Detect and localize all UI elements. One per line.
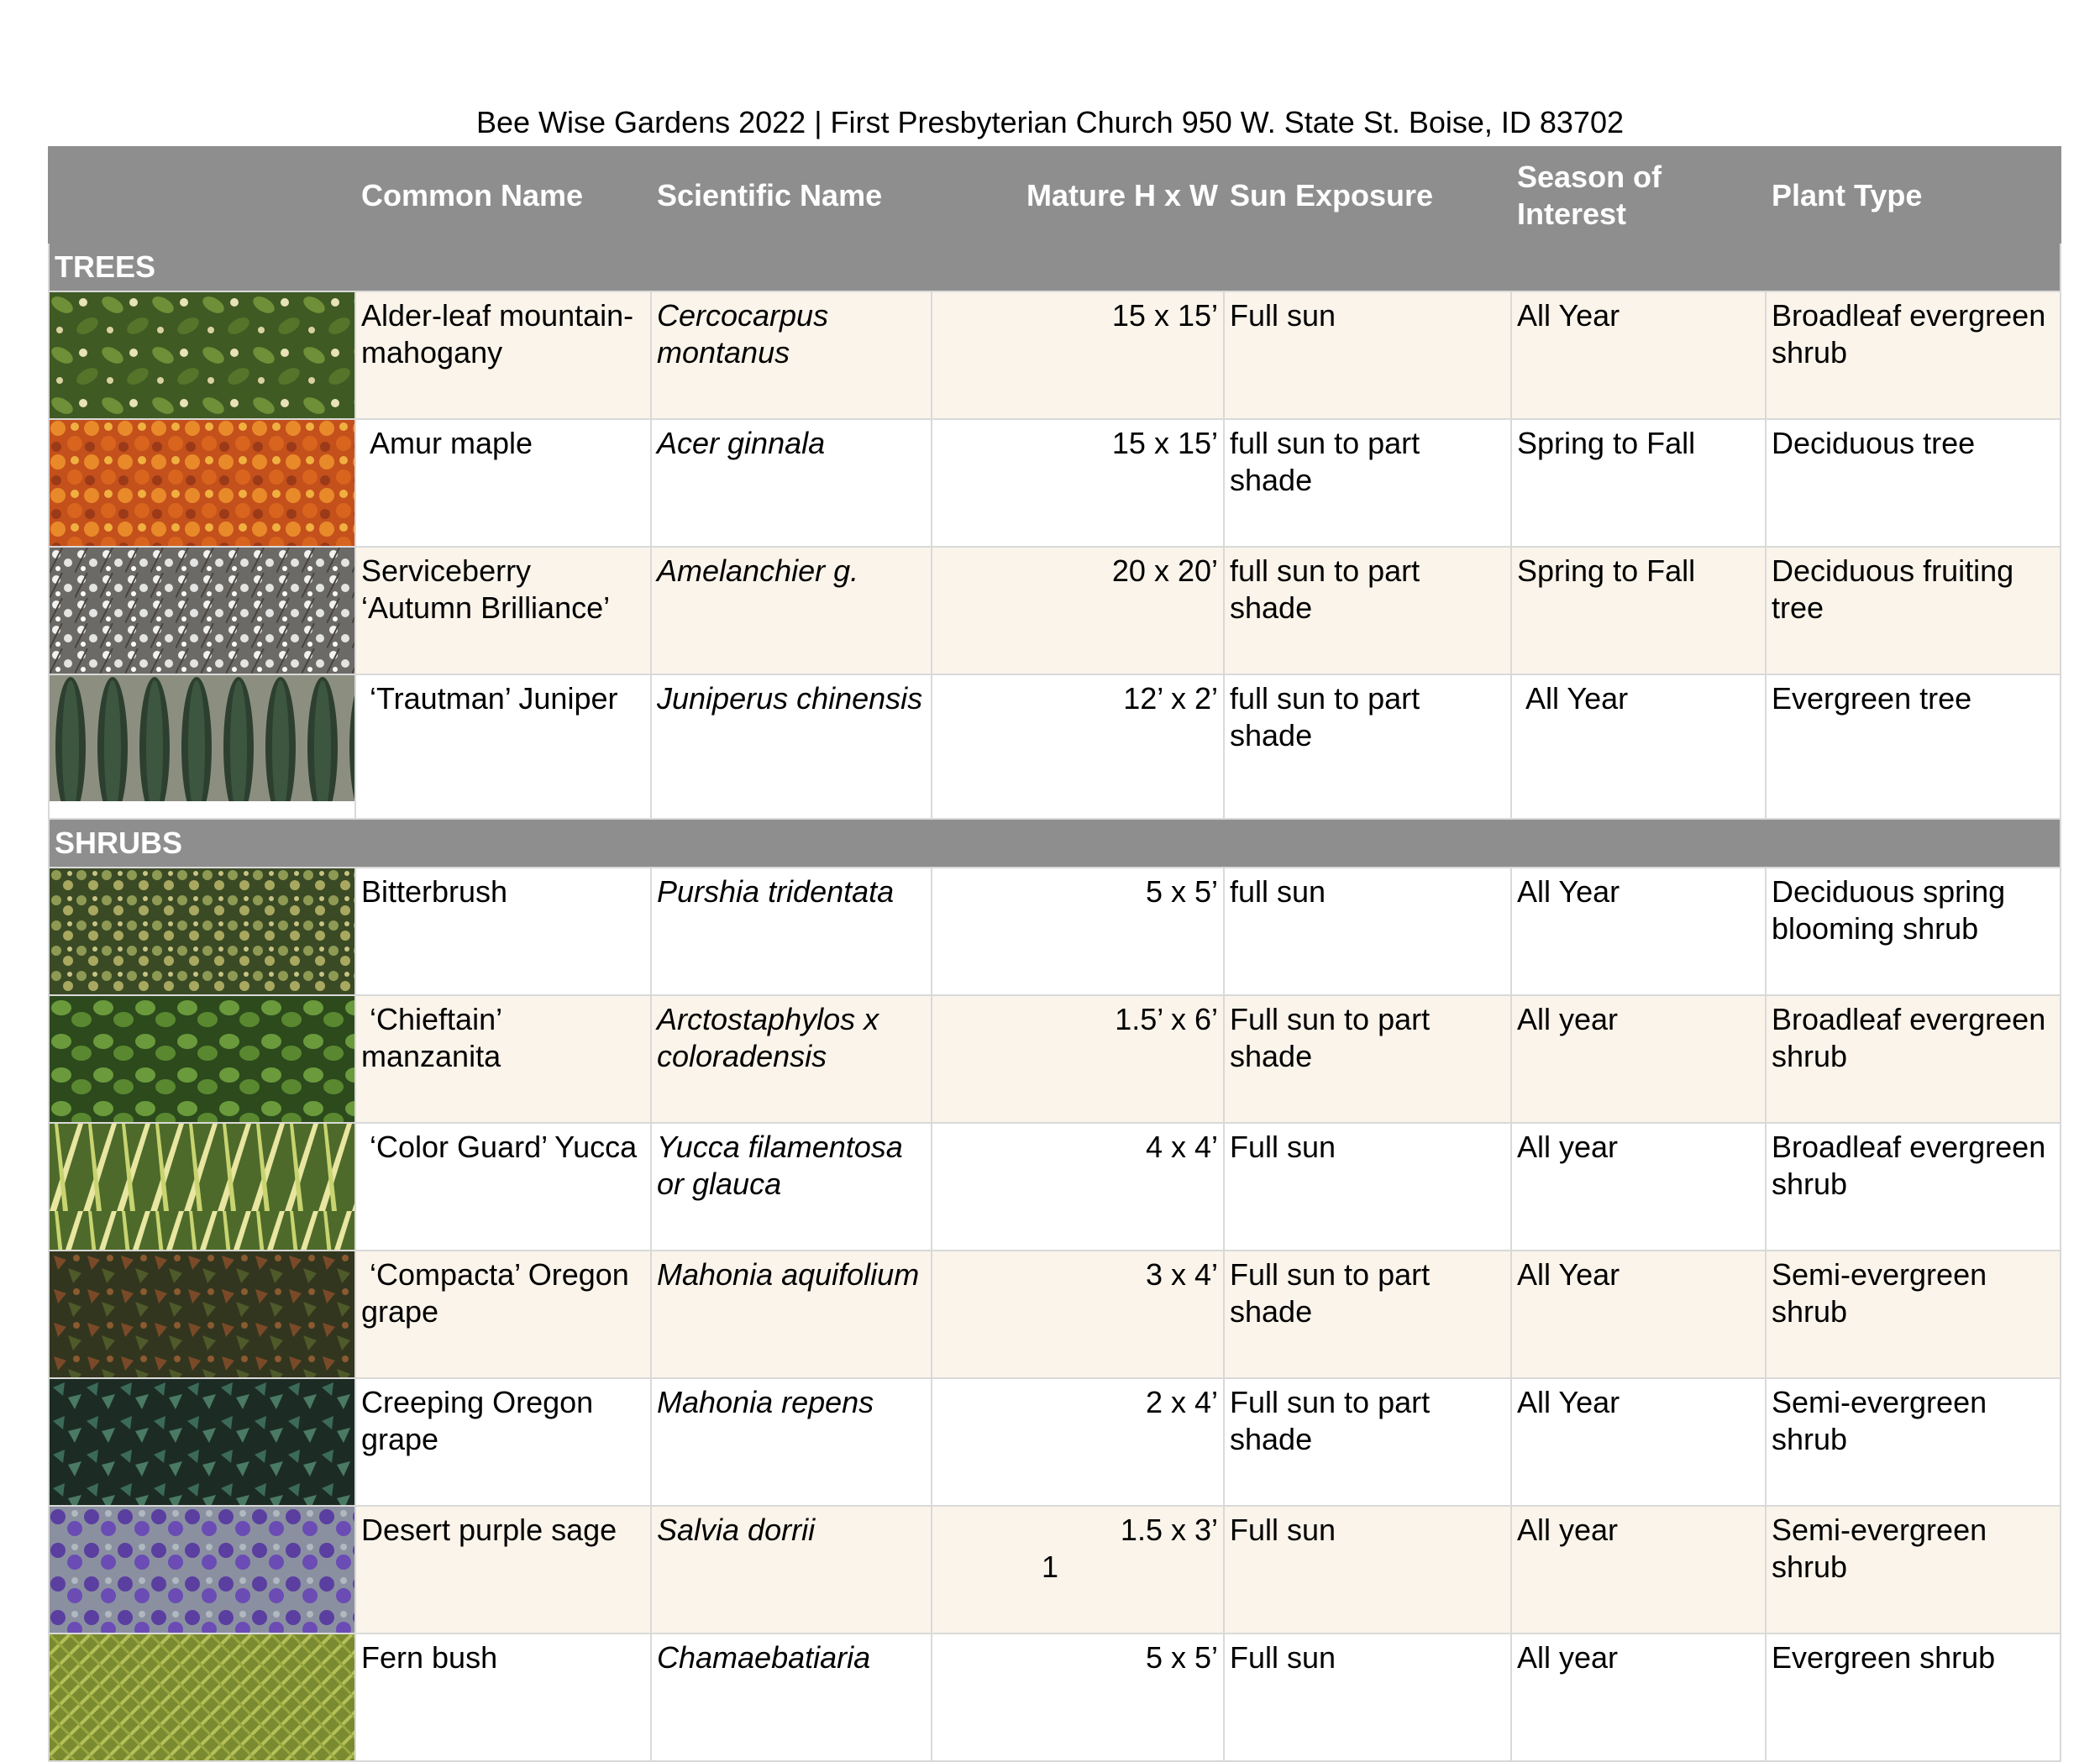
sun-exposure-cell: Full sun <box>1224 291 1511 419</box>
scientific-name-cell: Salvia dorrii <box>651 1506 932 1634</box>
season-cell: All year <box>1511 1634 1766 1761</box>
plant-type-cell: Deciduous fruiting tree <box>1766 547 2061 674</box>
sun-exposure-header: Sun Exposure <box>1224 147 1511 243</box>
mahonia-repens-photo <box>50 1379 354 1505</box>
common-name-cell: Serviceberry ‘Autumn Brilliance’ <box>355 547 651 674</box>
season-cell: Spring to Fall <box>1511 547 1766 674</box>
plant-photo <box>49 1251 355 1378</box>
page-number: 1 <box>1041 1550 1059 1584</box>
plant-type-cell: Semi-evergreen shrub <box>1766 1378 2061 1506</box>
sun-exposure-cell: Full sun to part shade <box>1224 995 1511 1123</box>
section-shrubs <box>49 819 2061 868</box>
common-name-header: Common Name <box>355 147 651 243</box>
scientific-name-header: Scientific Name <box>651 147 932 243</box>
plant-photo <box>49 674 355 819</box>
sun-exposure-cell: Full sun to part shade <box>1224 1378 1511 1506</box>
plant-photo <box>49 1634 355 1761</box>
plant-table <box>48 146 2061 1762</box>
common-name-cell: Creeping Oregon grape <box>355 1378 651 1506</box>
plant-type-cell: Evergreen tree <box>1766 674 2061 819</box>
season-cell: All Year <box>1511 291 1766 419</box>
mature-size-cell: 15 x 15’ <box>932 419 1224 547</box>
sun-exposure-cell: Full sun to part shade <box>1224 1251 1511 1378</box>
scientific-name-cell: Chamaebatiaria <box>651 1634 932 1761</box>
plant-photo <box>49 1378 355 1506</box>
acer-photo <box>50 420 354 546</box>
plant-photo <box>49 291 355 419</box>
fernbush-photo <box>50 1634 354 1760</box>
section-label-trees: TREES <box>49 243 2061 291</box>
plant-type-cell: Broadleaf evergreen shrub <box>1766 291 2061 419</box>
table-row <box>49 1123 2061 1251</box>
mature-size-cell: 20 x 20’ <box>932 547 1224 674</box>
juniper-photo <box>50 675 354 801</box>
mature-size-header: Mature H x W <box>932 147 1224 243</box>
mature-size-cell: 1.5’ x 6’ <box>932 995 1224 1123</box>
sun-exposure-cell: full sun to part shade <box>1224 674 1511 819</box>
mature-size-cell: 2 x 4’ <box>932 1378 1224 1506</box>
scientific-name-cell: Yucca filamentosa or glauca <box>651 1123 932 1251</box>
plant-type-cell: Deciduous spring blooming shrub <box>1766 868 2061 995</box>
common-name-cell: ‘Trautman’ Juniper <box>355 674 651 819</box>
header-row <box>49 147 2061 243</box>
sun-exposure-cell: Full sun <box>1224 1506 1511 1634</box>
mature-size-cell: 12’ x 2’ <box>932 674 1224 819</box>
common-name-cell: ‘Compacta’ Oregon grape <box>355 1251 651 1378</box>
plant-type-cell: Broadleaf evergreen shrub <box>1766 1123 2061 1251</box>
plant-type-header: Plant Type <box>1766 147 2061 243</box>
common-name-cell: Desert purple sage <box>355 1506 651 1634</box>
scientific-name-cell: Mahonia repens <box>651 1378 932 1506</box>
table-row <box>49 1251 2061 1378</box>
season-cell: All Year <box>1511 674 1766 819</box>
season-cell: All Year <box>1511 868 1766 995</box>
season-cell: All Year <box>1511 1251 1766 1378</box>
mature-size-cell: 5 x 5’ <box>932 1634 1224 1761</box>
mahonia-aquifolium-photo <box>50 1251 354 1377</box>
scientific-name-cell: Amelanchier g. <box>651 547 932 674</box>
mature-size-cell: 5 x 5’ <box>932 868 1224 995</box>
season-cell: All Year <box>1511 1378 1766 1506</box>
common-name-cell: Amur maple <box>355 419 651 547</box>
sun-exposure-cell: Full sun <box>1224 1123 1511 1251</box>
plant-photo <box>49 868 355 995</box>
common-name-cell: ‘Chieftain’ manzanita <box>355 995 651 1123</box>
plant-type-cell: Broadleaf evergreen shrub <box>1766 995 2061 1123</box>
plant-type-cell: Semi-evergreen shrub <box>1766 1251 2061 1378</box>
plant-type-cell: Deciduous tree <box>1766 419 2061 547</box>
scientific-name-cell: Arctostaphylos x coloradensis <box>651 995 932 1123</box>
season-cell: All year <box>1511 1123 1766 1251</box>
table-row <box>49 995 2061 1123</box>
amelanchier-photo <box>50 548 354 674</box>
sun-exposure-cell: Full sun <box>1224 1634 1511 1761</box>
table-row <box>49 547 2061 674</box>
purshia-photo <box>50 868 354 994</box>
scientific-name-cell: Mahonia aquifolium <box>651 1251 932 1378</box>
common-name-cell: Alder-leaf mountain-mahogany <box>355 291 651 419</box>
mature-size-cell: 3 x 4’ <box>932 1251 1224 1378</box>
table-row <box>49 1634 2061 1761</box>
season-cell: Spring to Fall <box>1511 419 1766 547</box>
common-name-cell: Fern bush <box>355 1634 651 1761</box>
scientific-name-cell: Juniperus chinensis <box>651 674 932 819</box>
season-cell: All year <box>1511 1506 1766 1634</box>
mature-size-cell: 15 x 15’ <box>932 291 1224 419</box>
common-name-cell: ‘Color Guard’ Yucca <box>355 1123 651 1251</box>
section-label-shrubs: SHRUBS <box>49 819 2061 868</box>
mature-size-cell: 1.5 x 3’ <box>932 1506 1224 1634</box>
table-row <box>49 291 2061 419</box>
cercocarpus-photo <box>50 292 354 418</box>
yucca-photo <box>50 1124 354 1250</box>
document-title: Bee Wise Gardens 2022 | First Presbyterian Church 950 W. State St. Boise, ID 83702 <box>475 105 1624 139</box>
common-name-cell: Bitterbrush <box>355 868 651 995</box>
plant-photo <box>49 419 355 547</box>
scientific-name-cell: Acer ginnala <box>651 419 932 547</box>
plant-type-cell: Evergreen shrub <box>1766 1634 2061 1761</box>
season-header: Season of Interest <box>1511 147 1766 243</box>
photo-header <box>49 147 355 243</box>
scientific-name-cell: Purshia tridentata <box>651 868 932 995</box>
section-trees <box>49 243 2061 291</box>
plant-photo <box>49 547 355 674</box>
plant-photo <box>49 995 355 1123</box>
plant-type-cell: Semi-evergreen shrub <box>1766 1506 2061 1634</box>
table-row <box>49 419 2061 547</box>
plant-photo <box>49 1123 355 1251</box>
table-row <box>49 868 2061 995</box>
scientific-name-cell: Cercocarpus montanus <box>651 291 932 419</box>
table-row <box>49 674 2061 819</box>
sun-exposure-cell: full sun to part shade <box>1224 419 1511 547</box>
mature-size-cell: 4 x 4’ <box>932 1123 1224 1251</box>
season-cell: All year <box>1511 995 1766 1123</box>
manzanita-photo <box>50 996 354 1122</box>
sun-exposure-cell: full sun <box>1224 868 1511 995</box>
table-row <box>49 1378 2061 1506</box>
sun-exposure-cell: full sun to part shade <box>1224 547 1511 674</box>
